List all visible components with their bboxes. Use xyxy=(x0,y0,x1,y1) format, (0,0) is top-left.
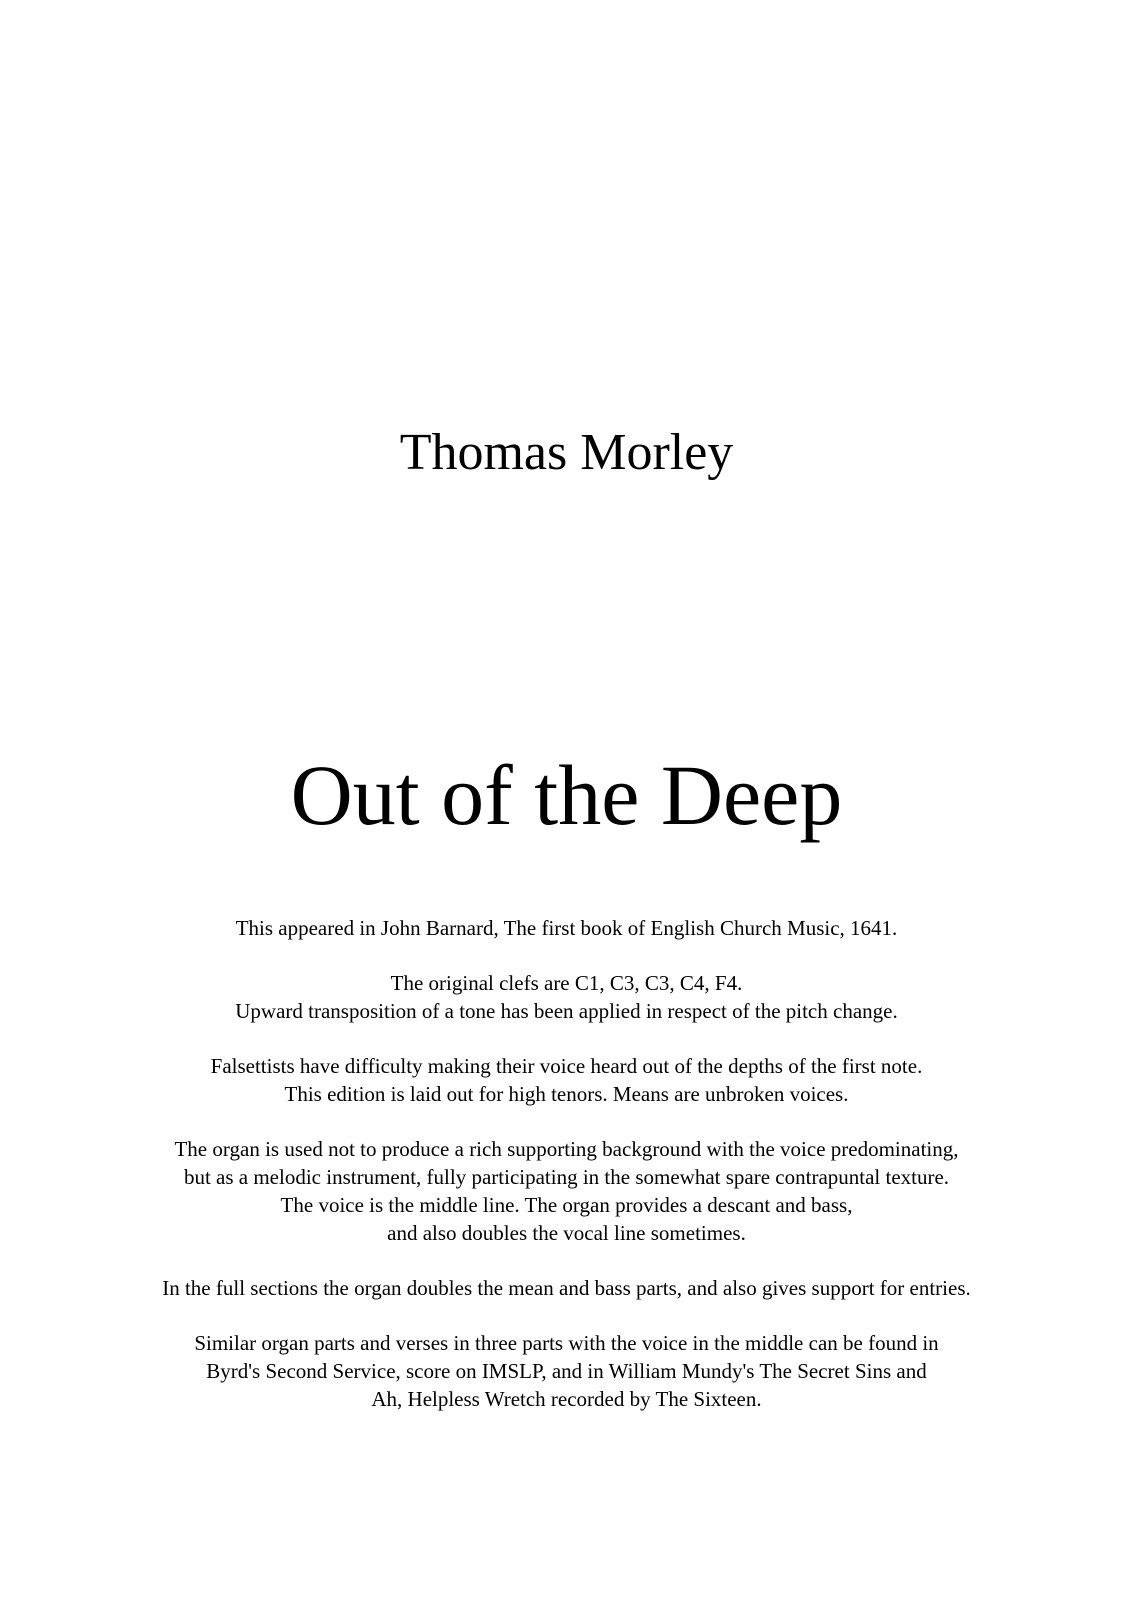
note-line: This edition is laid out for high tenors. Means are unbroken voices. xyxy=(284,1082,849,1106)
note-full-sections xyxy=(40,1274,1093,1302)
note-line: but as a melodic instrument, fully participating in the somewhat spare contrapuntal texture. xyxy=(183,1165,950,1189)
note-line: Byrd's Second Service, score on IMSLP, and in William Mundy's The Secret Sins and xyxy=(206,1359,927,1383)
note-line: The original clefs are C1, C3, C3, C4, F4. xyxy=(390,971,743,995)
note-line: and also doubles the vocal line sometimes. xyxy=(387,1221,746,1245)
note-line: Falsettists have difficulty making their voice heard out of the depths of the first note. xyxy=(210,1054,923,1078)
note-organ xyxy=(40,1135,1093,1247)
note-line: Similar organ parts and verses in three parts with the voice in the middle can be found in xyxy=(194,1331,939,1355)
note-line: Ah, Helpless Wretch recorded by The Sixteen. xyxy=(371,1387,762,1411)
note-line: In the full sections the organ doubles the mean and bass parts, and also gives support for entries. xyxy=(162,1276,971,1300)
composer-name: Thomas Morley xyxy=(399,424,734,481)
note-line: Upward transposition of a tone has been applied in respect of the pitch change. xyxy=(235,999,898,1023)
note-line: The voice is the middle line. The organ provides a descant and bass, xyxy=(280,1193,853,1217)
piece-title: Out of the Deep xyxy=(290,747,843,843)
note-line: This appeared in John Barnard, The first book of English Church Music, 1641. xyxy=(235,916,898,940)
note-clefs xyxy=(40,969,1093,1025)
note-source xyxy=(40,914,1093,942)
note-line: The organ is used not to produce a rich supporting background with the voice predominating, xyxy=(174,1137,959,1161)
note-similar-works xyxy=(40,1329,1093,1413)
note-voices xyxy=(40,1052,1093,1108)
editorial-notes xyxy=(40,914,1093,1440)
